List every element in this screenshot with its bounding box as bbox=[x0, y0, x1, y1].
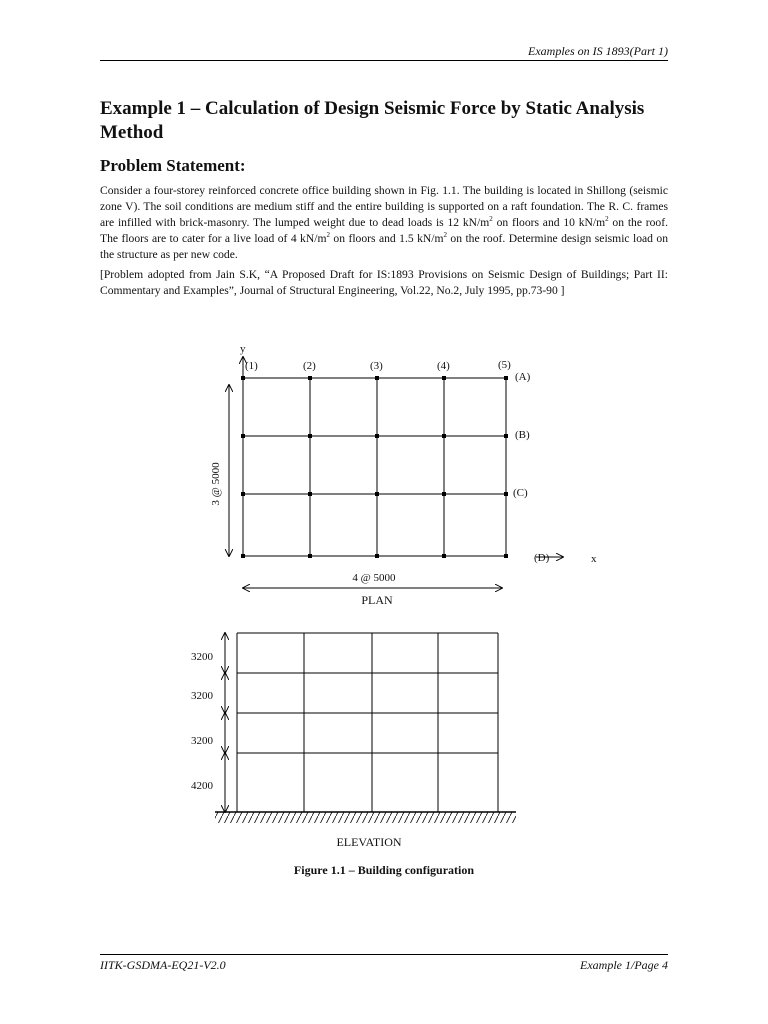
y-dimension-label: 3 @ 5000 bbox=[210, 462, 222, 506]
row-label-c: (C) bbox=[513, 487, 528, 499]
elevation-frame bbox=[237, 633, 498, 812]
superscript: 2 bbox=[605, 215, 609, 224]
storey-height-label: 4200 bbox=[191, 780, 213, 792]
storey-height-label: 3200 bbox=[191, 690, 213, 702]
plan-columns bbox=[241, 376, 508, 558]
problem-text-4: on the roof. The floors are to cater for a live load of 4 kN/m bbox=[100, 216, 668, 245]
row-label-a: (A) bbox=[515, 371, 531, 383]
footer-rule bbox=[100, 954, 668, 955]
superscript: 2 bbox=[489, 215, 493, 224]
superscript: 2 bbox=[443, 231, 447, 240]
column-label-5: (5) bbox=[498, 359, 511, 371]
row-label-b: (B) bbox=[515, 429, 530, 441]
problem-text-1: Consider a four-storey reinforced concrete office building shown in Fig. 1.1. The building is located in Shillong (seismic zone V). The soil conditions are medium stiff and the entire building is supported on a raft foundation. The R. C. frames are infilled with brick-masonry. The lumped weight due to dead loads is 12 bbox=[100, 184, 668, 229]
y-axis-label: y bbox=[240, 343, 246, 355]
x-axis-label: x bbox=[591, 553, 597, 565]
column-label-2: (2) bbox=[303, 360, 316, 372]
x-dimension-label: 4 @ 5000 bbox=[352, 572, 396, 584]
running-header: Examples on IS 1893(Part 1) bbox=[528, 44, 668, 58]
storey-height-label: 3200 bbox=[191, 651, 213, 663]
ground-hatch bbox=[215, 812, 516, 823]
figure-caption: Figure 1.1 – Building configuration bbox=[293, 863, 475, 877]
example-title: Example 1 – Calculation of Design Seismic Force by Static Analysis Method bbox=[100, 98, 645, 143]
problem-text-3: on floors and 10 kN/m bbox=[492, 216, 606, 229]
elevation-label: ELEVATION bbox=[336, 835, 402, 849]
column-label-3: (3) bbox=[370, 360, 383, 372]
column-label-1: (1) bbox=[245, 360, 258, 372]
column-label-4: (4) bbox=[437, 360, 450, 372]
problem-text-7: on the roof. Determine design seismic load on the structure as per new code. bbox=[100, 232, 668, 261]
row-label-d: (D) bbox=[534, 552, 550, 564]
problem-text-2: kN/m bbox=[462, 216, 490, 229]
superscript: 2 bbox=[326, 231, 330, 240]
reference-paragraph: [Problem adopted from Jain S.K, “A Proposed Draft for IS:1893 Provisions on Seismic Design of Buildings; Part II: Commentary and Examples”, Journal of Structural Engineering, Vol.22, No.2, July 1995, pp.73-90 ] bbox=[100, 268, 668, 297]
footer-page-number: Example 1/Page 4 bbox=[580, 958, 668, 972]
storey-height-label: 3200 bbox=[191, 735, 213, 747]
footer-document-id: IITK-GSDMA-EQ21-V2.0 bbox=[100, 958, 226, 972]
problem-statement-heading: Problem Statement: bbox=[100, 156, 246, 175]
plan-grid bbox=[243, 378, 506, 556]
problem-text-6: 1.5 kN/m bbox=[399, 232, 444, 245]
problem-text-5: on floors and bbox=[329, 232, 396, 245]
plan-label: PLAN bbox=[361, 593, 393, 607]
